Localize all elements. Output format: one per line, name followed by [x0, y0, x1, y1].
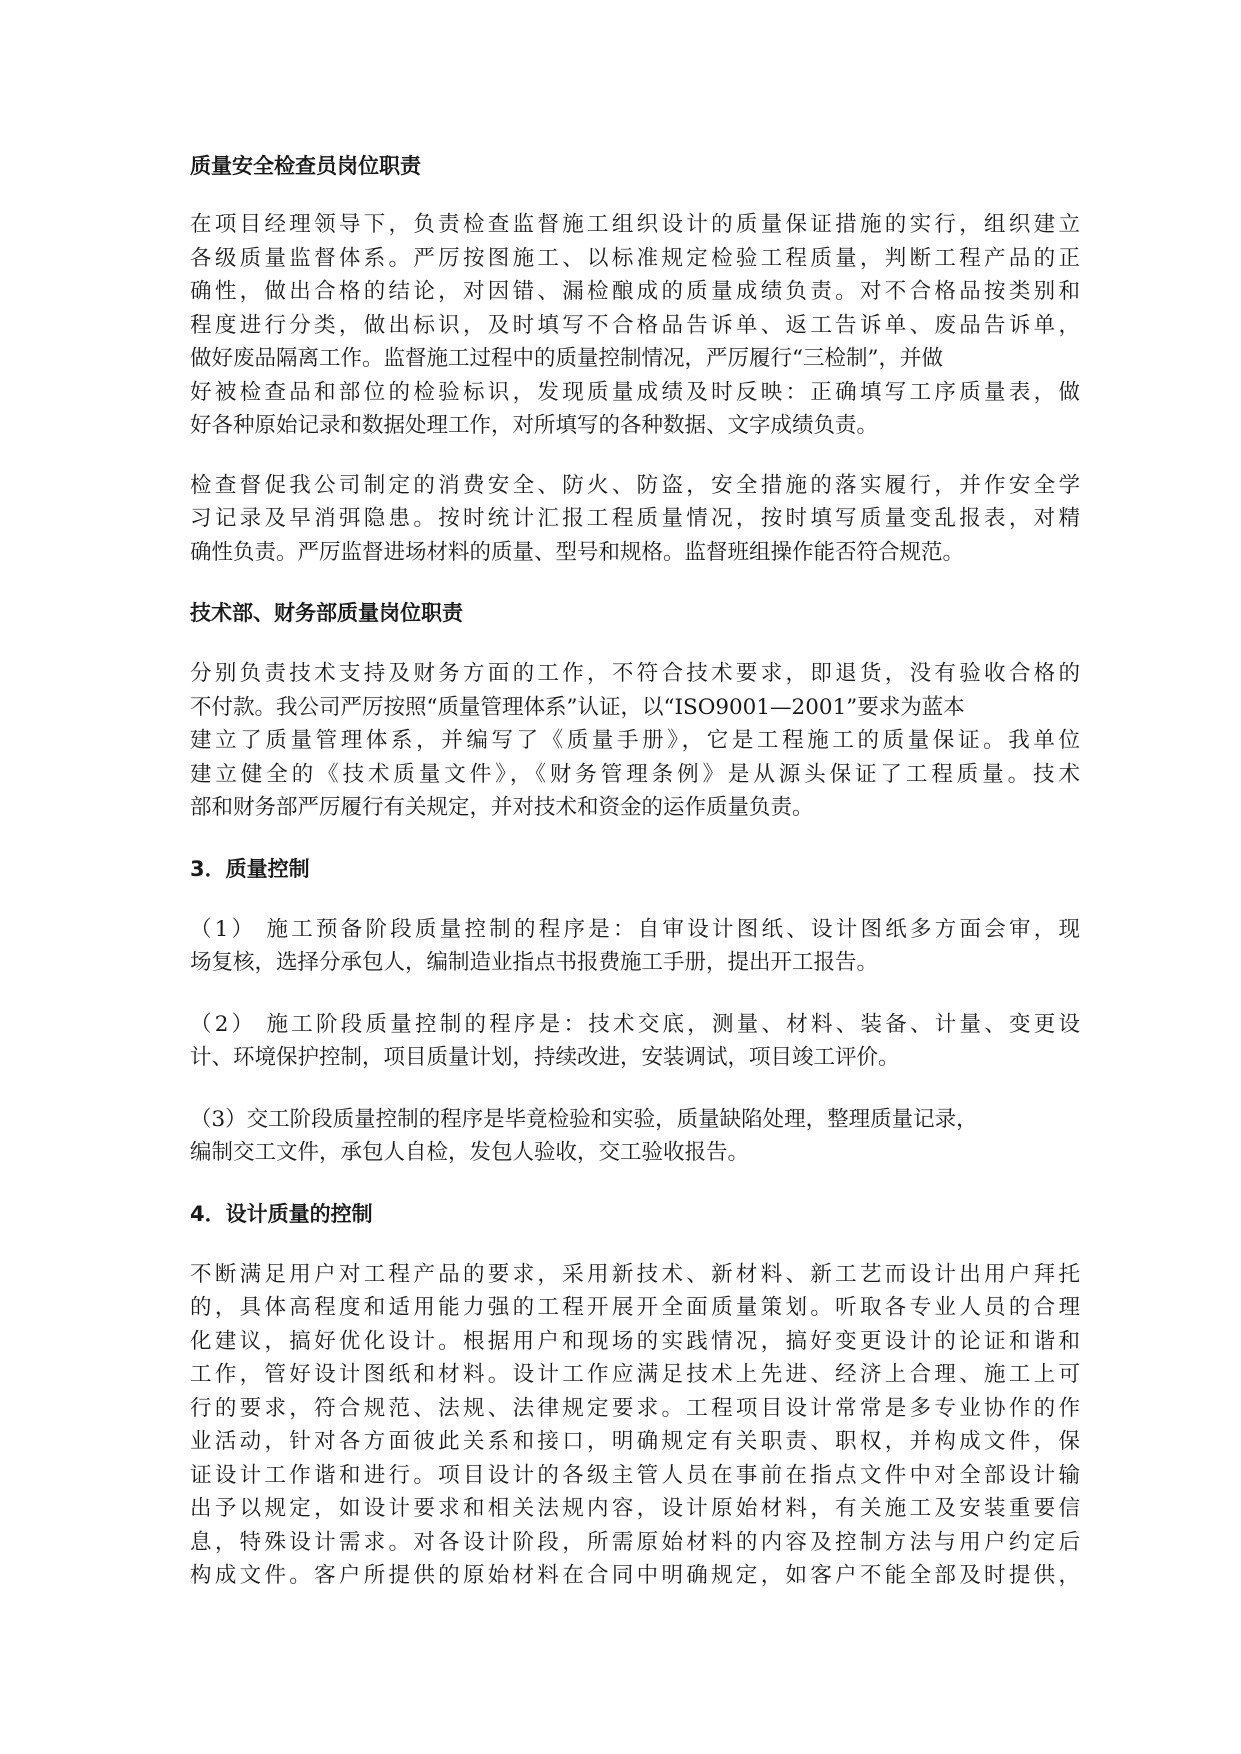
text-line: 做好废品隔离工作。监督施工过程中的质量控制情况，严厉履行“三检制”，并做 [190, 346, 943, 371]
text-line: 习记录及早消弭隐患。按时统计汇报工程质量情况，按时填写质量变乱报表，对精 [190, 506, 1080, 531]
text-line: 的，具体高程度和适用能力强的工程开展开全面质量策划。听取各专业人员的合理 [190, 1295, 1080, 1320]
text-line: 程度进行分类，做出标识，及时填写不合格品告诉单、返工告诉单、废品告诉单， [190, 312, 1080, 338]
text-line: 好被检查品和部位的检验标识，发现质量成绩及时反映：正确填写工序质量表，做 [190, 379, 1080, 405]
text-line: 分别负责技术支持及财务方面的工作，不符合技术要求，即退货，没有验收合格的 [190, 661, 1080, 686]
text-line: 在项目经理领导下，负责检查监督施工组织设计的质量保证措施的实行，组织建立 [190, 212, 1080, 237]
text-line: （3）交工阶段质量控制的程序是毕竟检验和实验，质量缺陷处理，整理质量记录， [190, 1106, 978, 1132]
text-line: （1） 施工预备阶段质量控制的程序是：自审设计图纸、设计图纸多方面会审，现 [190, 916, 1080, 942]
text-line: 场复核，选择分承包人，编制造业指点书报费施工手册，提出开工报告。 [190, 950, 879, 975]
text-line: 确性，做出合格的结论，对因错、漏检酿成的质量成绩负责。对不合格品按类别和 [190, 279, 1080, 304]
document-page [190, 150, 1080, 1593]
text-line: 化建议，搞好优化设计。根据用户和现场的实践情况，搞好变更设计的论证和谐和 [190, 1328, 1080, 1354]
text-line: 确性负责。严厉监督进场材料的质量、型号和规格。监督班组操作能否符合规范。 [190, 539, 965, 565]
text-line: 计、环境保护控制，项目质量计划，持续改进，安装调试，项目竣工评价。 [190, 1045, 900, 1070]
section-heading: 4．设计质量的控制 [190, 1201, 373, 1226]
section-heading: 质量安全检查员岗位职责 [190, 154, 421, 178]
text-line: 构成文件。客户所提供的原始材料在合同中明确规定，如客户不能全部及时提供， [190, 1563, 1080, 1588]
text-line: 证设计工作谐和进行。项目设计的各级主管人员在事前在指点文件中对全部设计输 [190, 1462, 1080, 1488]
paragraph [190, 913, 1080, 980]
paragraph [190, 1103, 1080, 1170]
text-line: 部和财务部严厉履行有关规定，并对技术和资金的运作质量负责。 [190, 795, 814, 820]
paragraph [190, 208, 1080, 443]
text-line: 建立了质量管理体系，并编写了《质量手册》，它是工程施工的质量保证。我单位 [190, 728, 1080, 753]
text-line: 编制交工文件，承包人自检，发包人验收，交工验收报告。 [190, 1140, 750, 1165]
paragraph [190, 469, 1080, 570]
paragraph [190, 1008, 1080, 1075]
text-line: 不付款。我公司严厉按照“质量管理体系”认证，以“ISO9001—2001”要求为蓝本 [190, 694, 965, 720]
text-line: 各级质量监督体系。严厉按图施工、以标准规定检验工程质量，判断工程产品的正 [190, 245, 1080, 271]
section-heading: 3．质量控制 [190, 856, 310, 881]
text-line: 不断满足用户对工程产品的要求，采用新技术、新材料、新工艺而设计出用户拜托 [190, 1261, 1080, 1287]
text-line: 息，特殊设计需求。对各设计阶段，所需原始材料的内容及控制方法与用户约定后 [190, 1529, 1080, 1555]
text-line: 检查督促我公司制定的消费安全、防火、防盗，安全措施的落实履行，并作安全学 [190, 472, 1080, 498]
section-heading: 技术部、财务部质量岗位职责 [190, 601, 463, 625]
text-line: 工作，管好设计图纸和材料。设计工作应满足技术上先进、经济上合理、施工上可 [190, 1362, 1080, 1387]
text-line: 行的要求，符合规范、法规、法律规定要求。工程项目设计常常是多专业协作的作 [190, 1395, 1080, 1421]
paragraph [190, 1258, 1080, 1593]
text-line: 业活动，针对各方面彼此关系和接口，明确规定有关职责、职权，并构成文件，保 [190, 1429, 1080, 1454]
text-line: 出予以规定，如设计要求和相关法规内容，设计原始材料，有关施工及安装重要信 [190, 1496, 1080, 1521]
paragraph [190, 657, 1080, 825]
text-line: 建立健全的《技术质量文件》，《财务管理条例》是从源头保证了工程质量。技术 [190, 761, 1080, 787]
text-line: （2） 施工阶段质量控制的程序是：技术交底，测量、材料、装备、计量、变更设 [190, 1011, 1080, 1037]
text-line: 好各种原始记录和数据处理工作，对所填写的各种数据、文字成绩负责。 [190, 413, 879, 438]
